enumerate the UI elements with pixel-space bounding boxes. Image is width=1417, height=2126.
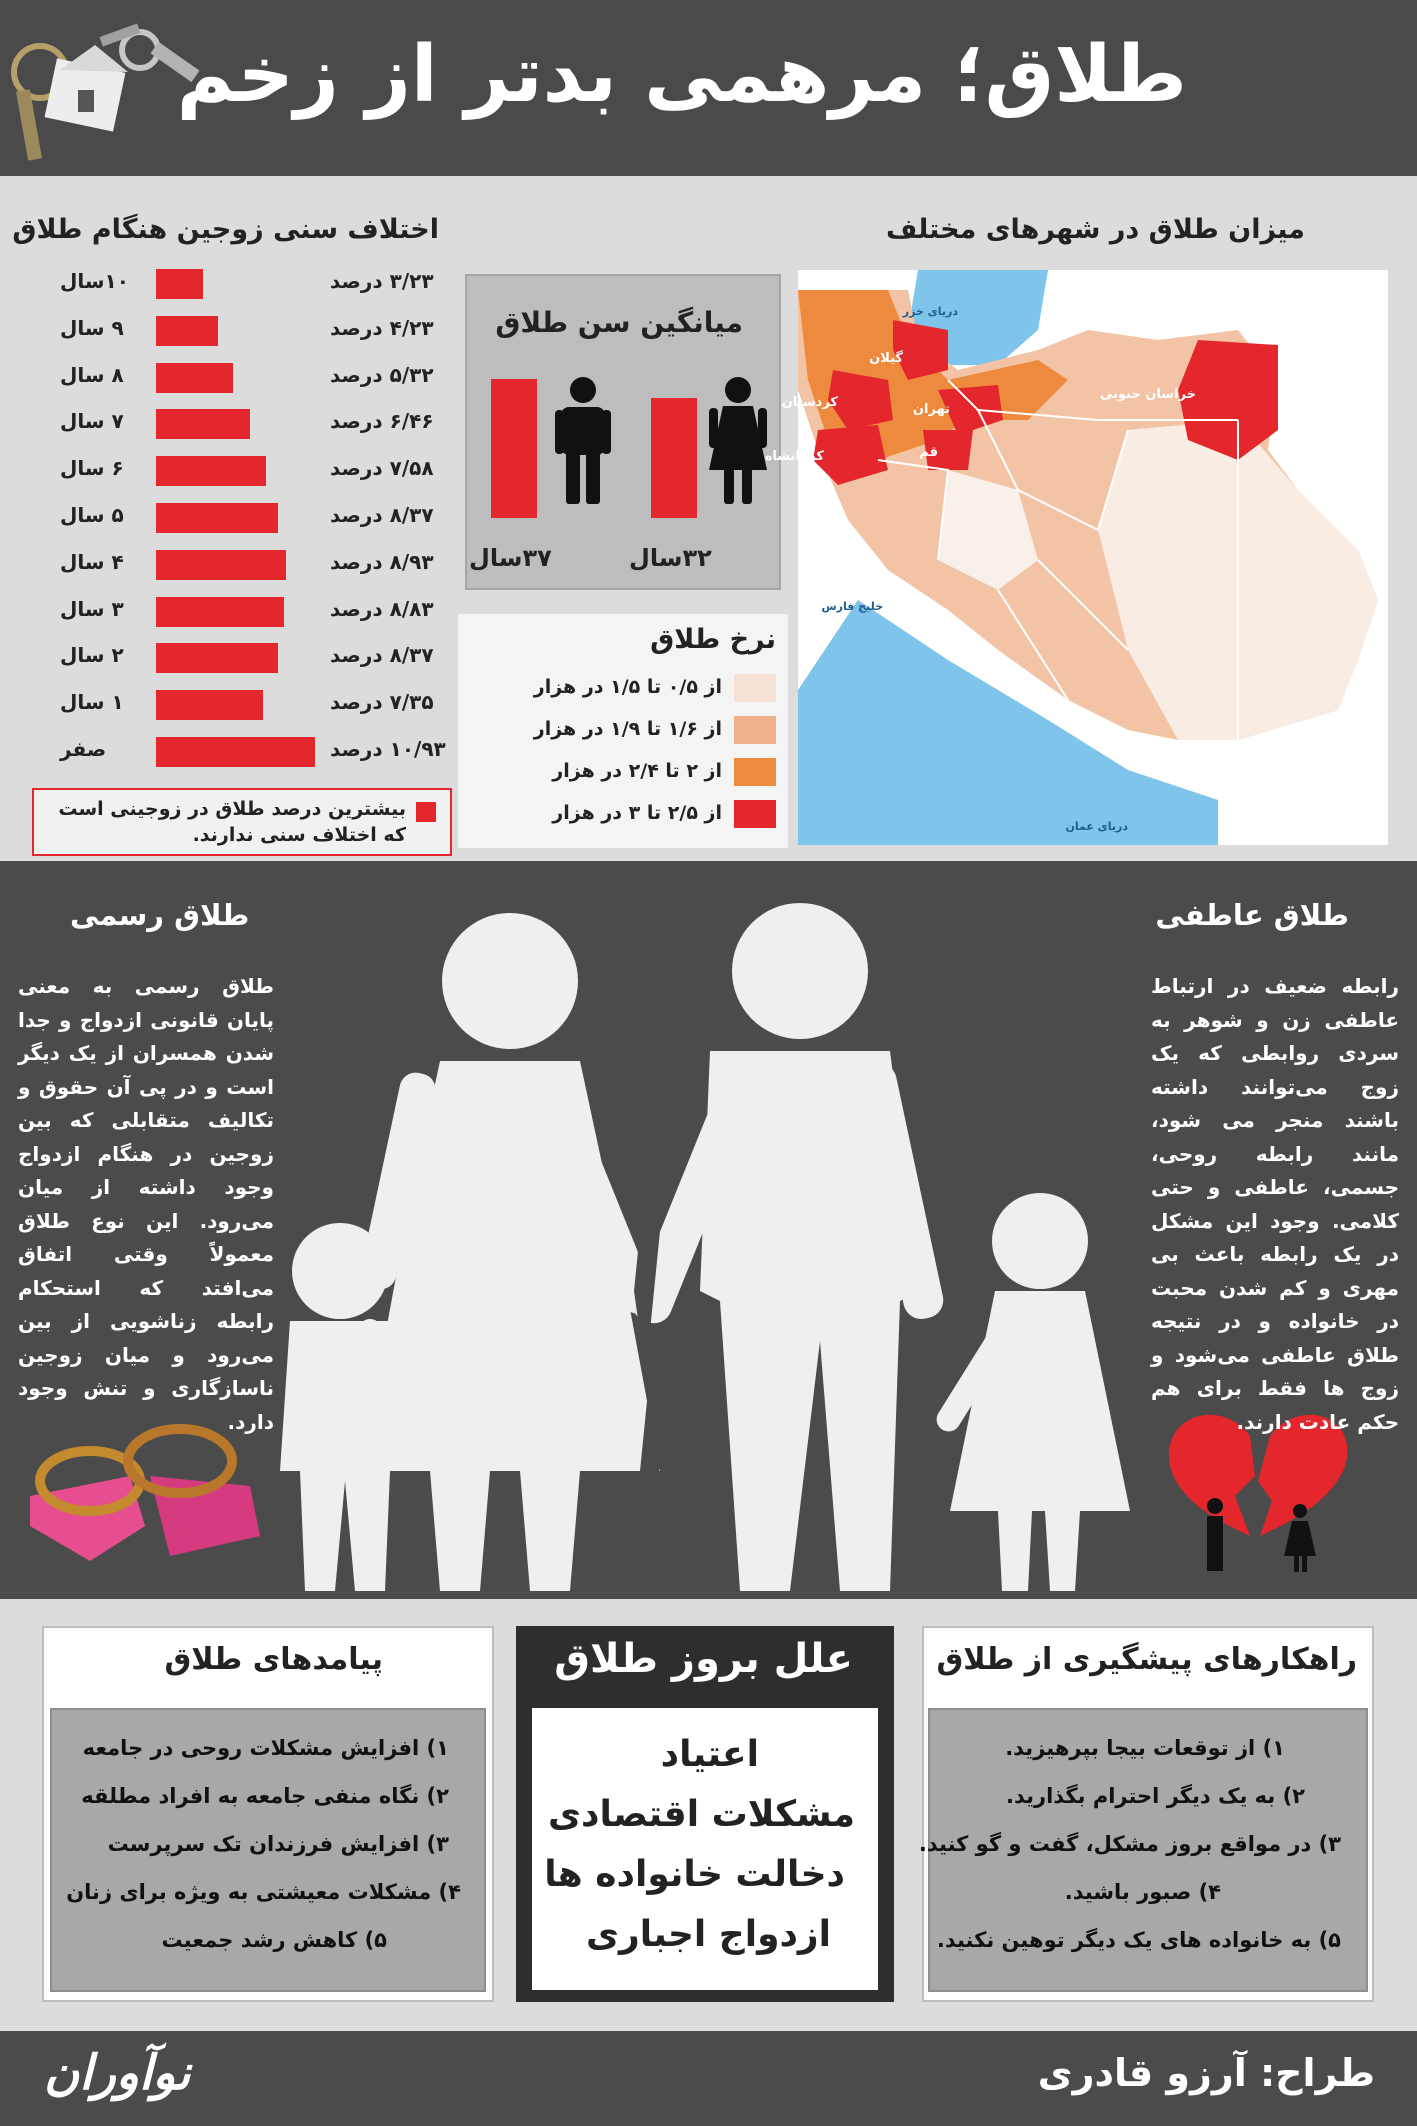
brand-logo: نوآوران [44, 2045, 191, 2101]
man-icon [553, 376, 613, 506]
cause-item: ازدواج اجباری [586, 1914, 831, 1955]
bar-value-label: ۳/۲۳ درصد [330, 269, 434, 293]
bar-category-label: ۲ سال [60, 643, 124, 668]
rate-label: از ۰/۵ تا ۱/۵ در هزار [533, 676, 722, 698]
consequence-item: ۱) افزایش مشکلات روحی در جامعه [82, 1736, 449, 1760]
age-difference-title: اختلاف سنی زوجین هنگام طلاق [12, 214, 439, 245]
average-age-title: میانگین سن طلاق [495, 306, 743, 339]
page-title: طلاق؛ مرهمی بدتر از زخم [176, 30, 1187, 120]
men-average-label: ۳۷سال [469, 544, 552, 572]
family-silhouette-illustration [280, 871, 1140, 1591]
bar [156, 456, 266, 486]
formal-divorce-title: طلاق رسمی [70, 898, 250, 932]
bar [156, 690, 263, 720]
bar-category-label: ۸ سال [60, 362, 124, 387]
bar-value-label: ۸/۸۳ درصد [330, 596, 434, 621]
causes-title: علل بروز طلاق [554, 1636, 853, 1682]
gilan-label: گیلان [869, 351, 903, 366]
rate-label: از ۲ تا ۲/۴ در هزار [552, 760, 722, 782]
rate-swatch [734, 800, 776, 828]
divorce-rate-title: نرخ طلاق [650, 624, 776, 655]
age-difference-bar-chart [30, 265, 450, 785]
bar [156, 737, 315, 767]
bar [156, 409, 250, 439]
bar-category-label: ۱۰سال [60, 269, 129, 293]
bar-category-label: صفر [60, 737, 107, 761]
map-title: میزان طلاق در شهرهای مختلف [885, 214, 1305, 245]
bar-category-label: ۴ سال [60, 549, 124, 574]
iran-map [764, 270, 1388, 845]
oman-sea-label: دریای عمان [1065, 820, 1128, 833]
women-average-bar [651, 398, 697, 518]
bar [156, 550, 286, 580]
age-difference-note [32, 788, 452, 856]
rate-swatch [734, 758, 776, 786]
rate-swatch [734, 716, 776, 744]
prevention-item: ۳) در مواقع بروز مشکل، گفت و گو کنید. [918, 1832, 1341, 1856]
kermanshah-label: کرمانشاه [764, 449, 824, 464]
consequence-item: ۳) افزایش فرزندان تک سرپرست [107, 1832, 449, 1856]
consequence-item: ۴) مشکلات معیشتی به ویژه برای زنان [66, 1880, 461, 1904]
rate-label: از ۲/۵ تا ۳ در هزار [552, 802, 722, 824]
bar-category-label: ۶ سال [60, 456, 124, 481]
men-average-bar [491, 379, 537, 518]
footer [0, 2031, 1417, 2126]
consequence-item: ۵) کاهش رشد جمعیت [161, 1928, 387, 1952]
cause-item: دخالت خانواده ها [544, 1854, 845, 1895]
cause-item: اعتیاد [660, 1734, 759, 1775]
kordestan-label: کردستان [781, 395, 838, 410]
formal-divorce-text: طلاق رسمی به معنی پایان قانونی ازدواج و جدا شدن همسران از یک دیگر است و در پی آن حقوق و تکالیف متقابلی که بین زوجین در هنگام ازدواج وجود داشته از میان می‌رود. این نوع طلاق معمولاً وقتی اتفاق می‌افتد که استحکام رابطه زناشویی از بین می‌رود و میان زوجین ناسازگاری و تنش وجود دارد. [18, 974, 274, 1434]
qom-label: قم [919, 445, 938, 460]
rate-swatch [734, 674, 776, 702]
tehran-label: تهران [912, 402, 950, 417]
south-khorasan-label: خراسان جنوبی [1099, 387, 1196, 402]
persian-gulf-label: خلیج فارس [821, 600, 883, 613]
woman-icon [707, 376, 769, 506]
bar-value-label: ۸/۳۷ درصد [330, 503, 434, 527]
bar-value-label: ۱۰/۹۳ درصد [330, 737, 446, 761]
prevention-title: راهکارهای پیشگیری از طلاق [936, 1642, 1357, 1677]
bar-value-label: ۷/۵۸ درصد [330, 456, 434, 481]
cause-item: مشکلات اقتصادی [548, 1794, 855, 1835]
bar-category-label: ۹ سال [60, 315, 124, 340]
bar-category-label: ۱ سال [60, 690, 124, 715]
bar-category-label: ۳ سال [60, 596, 124, 621]
prevention-item: ۵) به خانواده های یک دیگر توهین نکنید. [936, 1928, 1341, 1952]
bar-value-label: ۴/۲۳ درصد [330, 315, 434, 340]
iran-map-graphic [764, 270, 1388, 845]
bar [156, 503, 278, 533]
tear-line [632, 871, 664, 1591]
bar [156, 316, 218, 346]
bar [156, 269, 203, 299]
bar [156, 597, 284, 627]
rate-label: از ۱/۶ تا ۱/۹ در هزار [533, 718, 722, 740]
caspian-sea-label: دریای خزر [902, 305, 958, 318]
emotional-divorce-title: طلاق عاطفی [1155, 898, 1349, 932]
header [0, 0, 1417, 176]
consequence-item: ۲) نگاه منفی جامعه به افراد مطلقه [81, 1784, 449, 1808]
bar-value-label: ۸/۳۷ درصد [330, 643, 434, 668]
bar [156, 643, 278, 673]
bar-category-label: ۷ سال [60, 409, 124, 434]
red-swatch-icon [416, 802, 436, 822]
divorce-rate-legend [458, 614, 788, 848]
bar-category-label: ۵ سال [60, 503, 124, 527]
consequences-title: پیامدهای طلاق [164, 1642, 383, 1677]
bar-value-label: ۵/۳۲ درصد [330, 362, 434, 387]
note-text: بیشترین درصد طلاق در زوجینی است که اختلاف سنی ندارند. [58, 798, 406, 846]
emotional-divorce-text: رابطه ضعیف در ارتباط عاطفی زن و شوهر به سردی روابطی که یک زوج می‌توانند داشته باشند منجر می شود، مانند رابطه روحی، جسمی، عاطفی و حتی کلامی. وجود این مشکل در یک رابطه باعث بی مهری و کم شدن محبت در خانواده و در نتیجه طلاق عاطفی می‌شود و زوج ها فقط برای هم حکم عادت دارند. [1151, 974, 1399, 1434]
bar-value-label: ۶/۴۶ درصد [330, 409, 434, 434]
designer-credit: طراح: آرزو قادری [1037, 2051, 1375, 2095]
women-average-label: ۳۲سال [629, 544, 712, 572]
prevention-item: ۱) از توقعات بیجا بپرهیزید. [1005, 1736, 1285, 1760]
prevention-item: ۲) به یک دیگر احترام بگذارید. [1006, 1784, 1305, 1808]
prevention-item: ۴) صبور باشید. [1064, 1880, 1221, 1904]
bar-value-label: ۷/۳۵ درصد [330, 690, 434, 715]
average-age-panel [465, 274, 781, 590]
bar-value-label: ۸/۹۳ درصد [330, 549, 434, 574]
bar [156, 363, 233, 393]
